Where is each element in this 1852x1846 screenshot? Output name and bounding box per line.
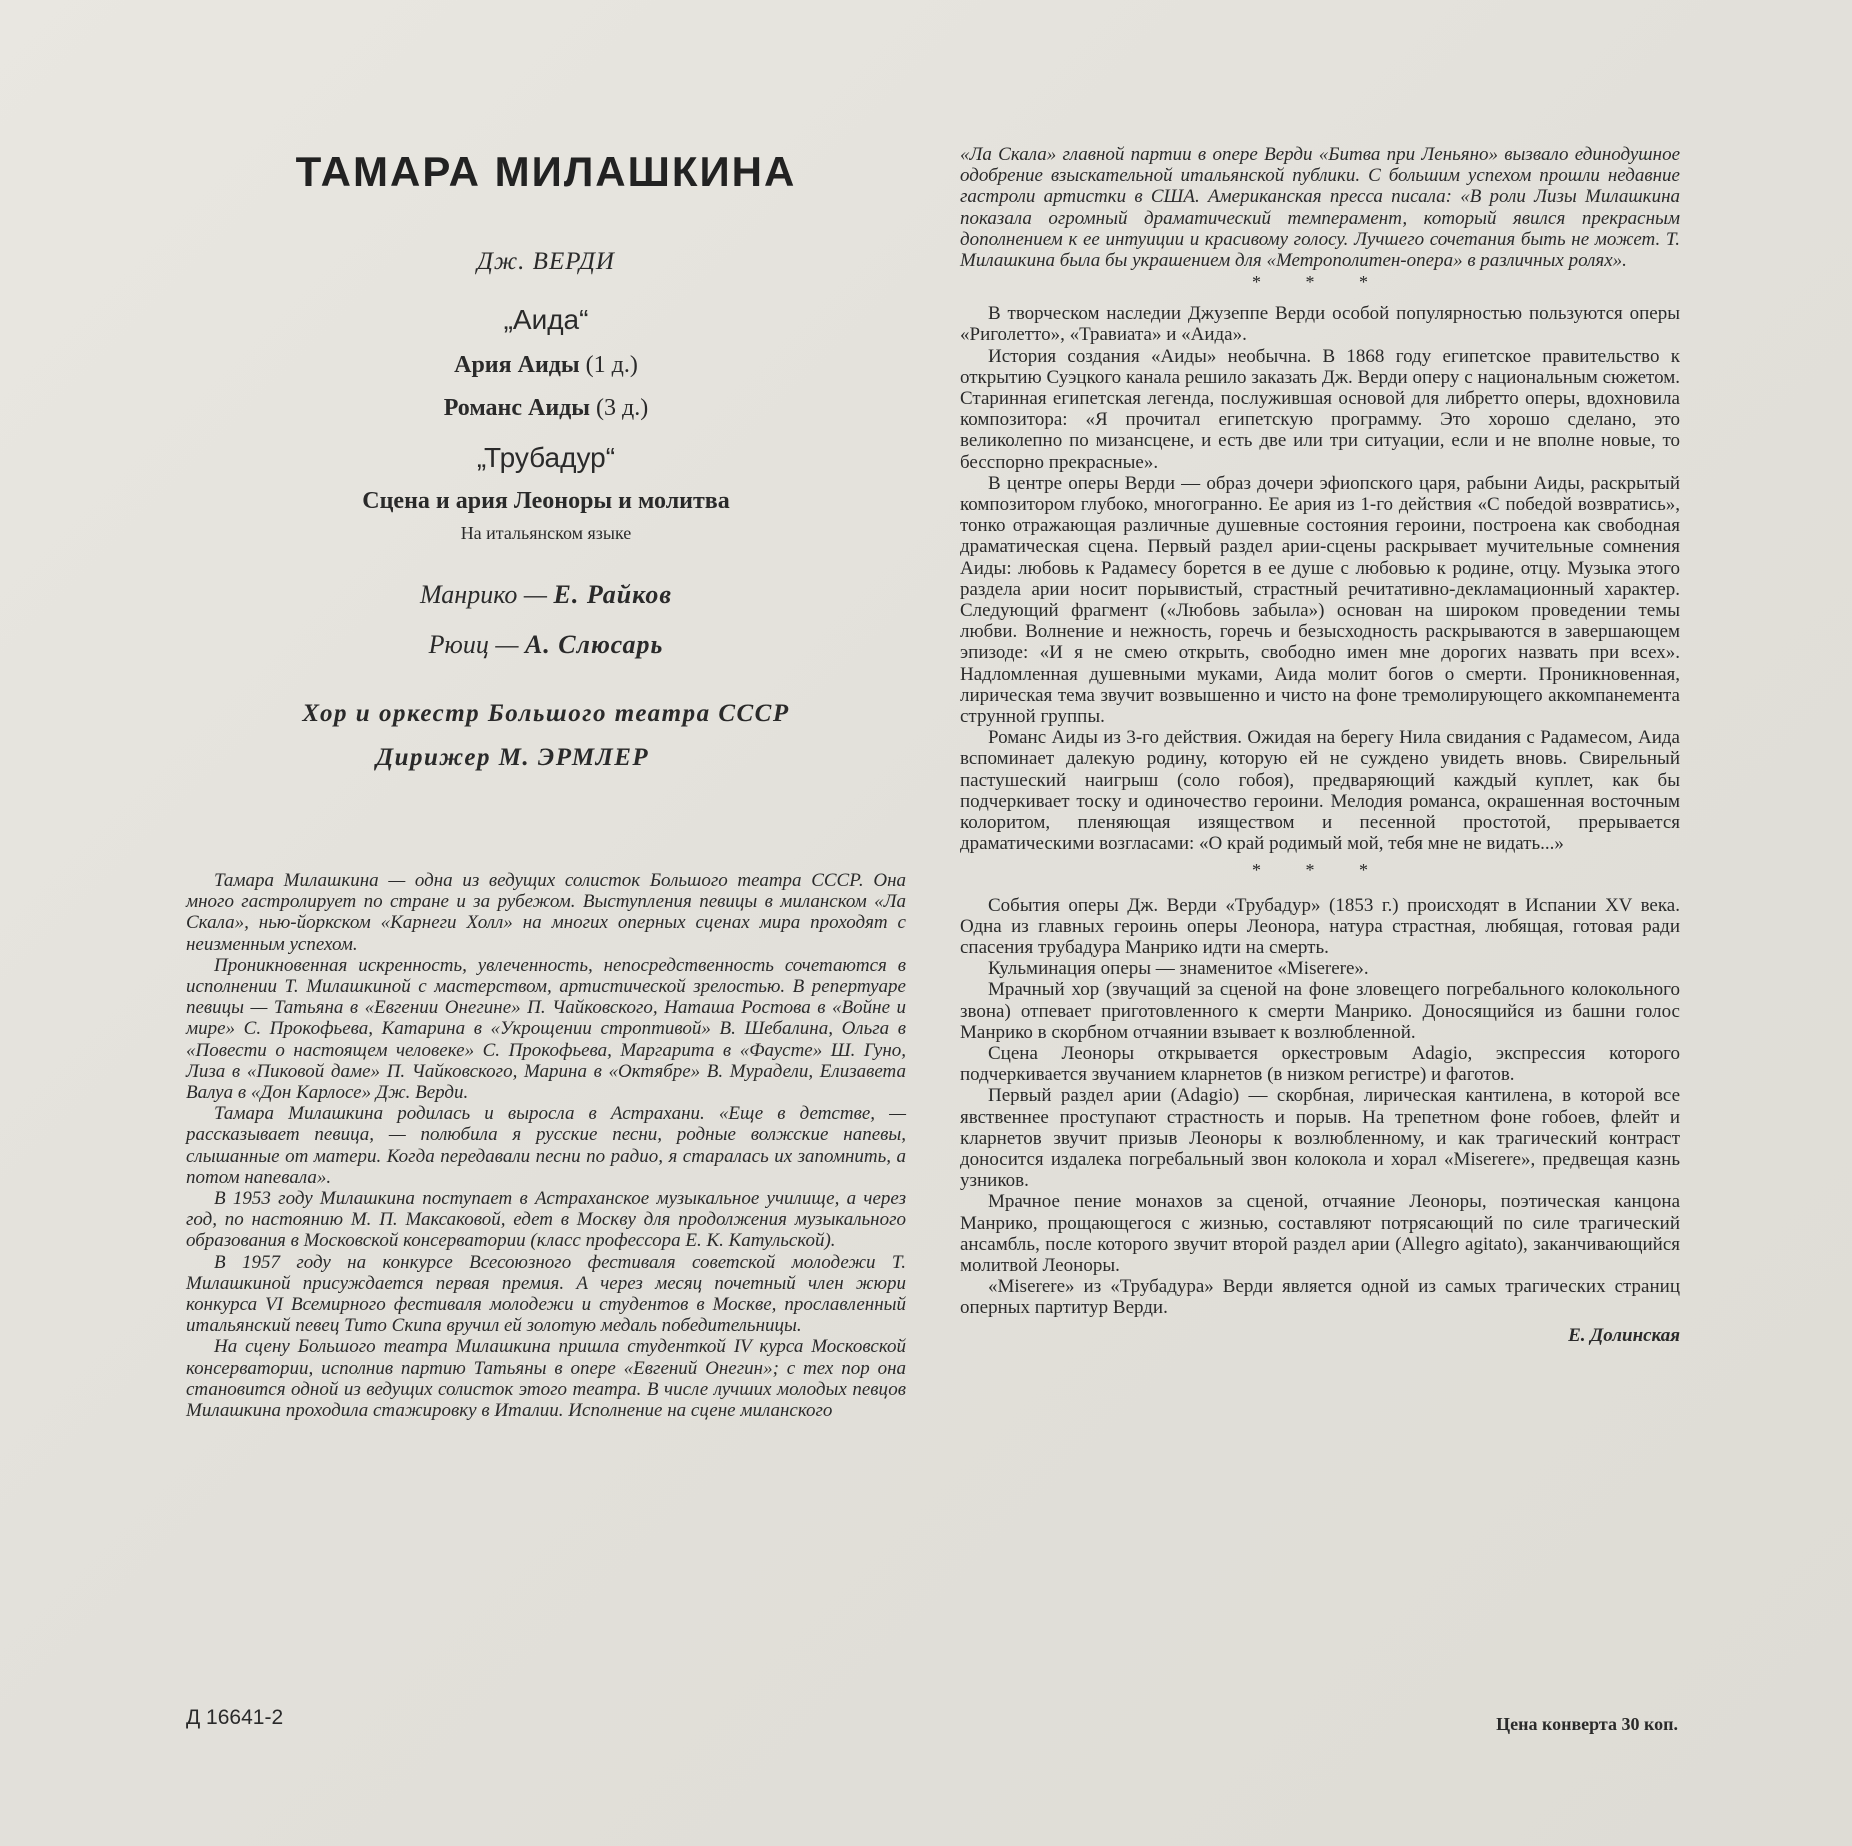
cast-ruiz-role: Рюиц — [428, 630, 519, 659]
cast-manrico [186, 580, 906, 610]
left-column [186, 140, 906, 1421]
aida-paragraph: В центре оперы Верди — образ дочери эфиопского царя, рабыни Аиды, раскрытый композитором глубоко, многогранно. Ее ария из 1-го действия «С победой возвратись», тонко отражающая различные душевные состояния героини, построена как свободная драматическая сцена. Первый раздел арии-сцены раскрывает мучительные сомнения Аиды: любовь к Радамесу борется в ее душе с любовью к родине, отцу. Музыка этого раздела арии носит порывистый, страстный речитативно-декламационный характер. Следующий фрагмент («Любовь забыла») основан на широком проведении темы любви. Волнение и нежность, горечь и безысходность раскрываются в завершающем эпизоде: «И я не смею открыть, свободно имен мне дорогих назвать при всех». Надломленная душевными муками, Аида молит богов о смерти. Проникновенная, лирическая тема звучит возвышенно и чисто на фоне тремолирующего аккомпанемента струнной группы. [960, 472, 1680, 728]
cast-manrico-role: Манрико — [420, 580, 547, 609]
trovatore-paragraph: Мрачный хор (звучащий за сценой на фоне зловещего погребального колокольного звона) отпевает приготовленного к смерти Манрико. Доносящийся из башни голос Манрико в скорбном отчаянии взывает к возлюбленной. [960, 979, 1680, 1043]
aria-aida-act1-name: Ария Аиды [454, 352, 580, 378]
right-column [960, 144, 1680, 1347]
catalog-number: Д 16641-2 [186, 1706, 284, 1729]
opera-trovatore-title: „Трубадур“ [476, 442, 616, 473]
price-label: Цена конверта 30 коп. [1496, 1714, 1678, 1734]
artist-title: ТАМАРА МИЛАШКИНА [295, 148, 797, 195]
aria-aida-act1-act: (1 д.) [585, 352, 638, 378]
trovatore-paragraph: Мрачное пение монахов за сценой, отчаяние Леоноры, поэтическая канцона Манрико, прощающегося с жизнью, составляют потрясающий по силе трагический ансамбль, после которого звучит второй раздел арии (Allegro agitato), заканчивающийся молитвой Леоноры. [960, 1191, 1680, 1276]
author-signature: Е. Долинская [1568, 1324, 1680, 1346]
aria-aida-act1 [186, 352, 906, 379]
bio-paragraph: В 1957 году на конкурсе Всесоюзного фестиваля советской молодежи Т. Милашкиной присуждается первая премия. А через месяц почетный член жюри конкурса VI Всемирного фестиваля молодежи и студентов в Москве, прославленный итальянский певец Тито Скипа вручил ей золотую медаль победительницы. [186, 1251, 906, 1337]
cast-ruiz-singer: А. Слюсарь [524, 630, 664, 659]
trovatore-notes [960, 895, 1680, 1319]
language-note: На итальянском языке [460, 523, 632, 543]
bio-cont-paragraph: «Ла Скала» главной партии в опере Верди «Битва при Леньяно» вызвало единодушное одобрение взыскательной итальянской публики. С большим успехом прошли недавние гастроли артистки в США. Американская пресса писала: «В роли Лизы Милашкина показала огромный драматический темперамент, который явился прекрасным дополнением к ее интуиции и красивому голосу. Лучшего сочетания быть не может. Т. Милашкина была бы украшением для «Метрополитен-опера» в различных ролях». [960, 144, 1680, 272]
cast-ruiz [186, 630, 906, 660]
composer: Дж. ВЕРДИ [477, 248, 615, 275]
bio-paragraph: Тамара Милашкина родилась и выросла в Астрахани. «Еще в детстве, — рассказывает певица, — полюбила я русские песни, родные волжские напевы, слышанные от матери. Когда передавали песни по радио, я старалась их запомнить, а потом напевала». [186, 1103, 906, 1188]
bio-paragraph: На сцену Большого театра Милашкина пришла студенткой IV курса Московской консерватории, исполнив партию Татьяны в опере «Евгений Онегин»; с тех пор она становится одной из ведущих солисток этого театра. В числе лучших молодых певцов Милашкина проходила стажировку в Италии. Исполнение на сцене миланского [186, 1336, 906, 1422]
romance-aida-act3-name: Романс Аиды [443, 395, 591, 421]
trovatore-paragraph: Первый раздел арии (Adagio) — скорбная, лирическая кантилена, в которой все явственнее проступают страстность и порыв. На трепетном фоне гобоев, флейт и кларнетов звучит призыв Леоноры к возлюбленному, и как трагический контраст доносится издалека погребальный звон колокола и хорал «Miserere», предвещая казнь узников. [960, 1085, 1680, 1192]
bio-paragraph: В 1953 году Милашкина поступает в Астраханское музыкальное училище, а через год, по настоянию М. П. Максаковой, едет в Москву для продолжения музыкального образования в Московской консерватории (класс профессора Е. К. Катульской). [186, 1188, 906, 1252]
aida-paragraph: Романс Аиды из 3-го действия. Ожидая на берегу Нила свидания с Радамесом, Аида вспоминает далекую родину, которую ей не суждено увидеть вновь. Свирельный пастушеский наигрыш (соло гобоя), предваряющий каждый куплет, как бы подчеркивает тоску и одиночество героини. Мелодия романса, окрашенная восточным колоритом, пленяющая изяществом и песенной простотой, прерывается драматическими возгласами: «О край родимый мой, тебя мне не видать...» [960, 727, 1680, 855]
romance-aida-act3 [186, 395, 906, 422]
cast-manrico-singer: Е. Райков [553, 580, 672, 609]
trovatore-paragraph: Сцена Леоноры открывается оркестровым Adagio, экспрессия которого подчеркивается звучанием кларнетов (в низком регистре) и фаготов. [960, 1042, 1680, 1086]
section-divider-1: * * * [1252, 272, 1388, 293]
bio-paragraph: Проникновенная искренность, увлеченность, непосредственность сочетаются в исполнении Т. Милашкиной с мастерством, артистической зрелостью. В репертуаре певицы — Татьяна в «Евгении Онегине» П. Чайковского, Наташа Ростова в «Войне и мире» С. Прокофьева, Катарина в «Укрощении строптивой» В. Шебалина, Ольга в «Повести о настоящем человеке» С. Прокофьева, Маргарита в «Фаусте» Ш. Гуно, Лиза в «Пиковой даме» П. Чайковского, Марина в «Октябре» В. Мурадели, Елизавета Валуа в «Дон Карлосе» Дж. Верди. [186, 954, 906, 1104]
trovatore-paragraph: События оперы Дж. Верди «Трубадур» (1853 г.) происходят в Испании XV века. Одна из главных героинь оперы Леонора, натура страстная, любящая, готовая ради спасения трубадура Манрико идти на смерть. [960, 894, 1680, 958]
trovatore-paragraph: «Miserere» из «Трубадура» Верди является одной из самых трагических страниц оперных партитур Верди. [960, 1276, 1680, 1319]
aida-paragraph: История создания «Аиды» необычна. В 1868 году египетское правительство к открытию Суэцкого канала решило заказать Дж. Верди оперу с национальным сюжетом. Старинная египетская легенда, послужившая основой для либретто оперы, вдохновила композитора: «Я прочитал египетскую программу. Это хорошо сделано, это великолепно по мизансцене, и есть две или три ситуации, если и не вполне новые, то бесспорно прекрасные». [960, 345, 1680, 473]
scene-leonora [186, 488, 906, 515]
trovatore-paragraph: Кульминация оперы — знаменитое «Miserere». [988, 958, 1369, 980]
scene-leonora-name: Сцена и ария Леоноры и молитва [362, 488, 730, 514]
bio-continuation [960, 144, 1680, 271]
bio-paragraph: Тамара Милашкина — одна из ведущих солисток Большого театра СССР. Она много гастролирует по стране и за рубежом. Выступления певицы в миланском «Ла Скала», нью-йоркском «Карнеги Холл» на многих оперных сценах мира проходят с неизменным успехом. [186, 870, 906, 955]
artist-biography [186, 870, 906, 1421]
aida-paragraph: В творческом наследии Джузеппе Верди особой популярностью пользуются оперы «Риголетто», «Травиата» и «Аида». [960, 303, 1680, 346]
romance-aida-act3-act: (3 д.) [596, 395, 649, 421]
opera-aida-title: „Аида“ [503, 304, 589, 335]
ensemble: Хор и оркестр Большого театра СССР [302, 700, 790, 727]
section-divider-2: * * * [1252, 859, 1388, 880]
aida-notes [960, 303, 1680, 854]
conductor: Дирижер М. ЭРМЛЕР [376, 744, 650, 771]
